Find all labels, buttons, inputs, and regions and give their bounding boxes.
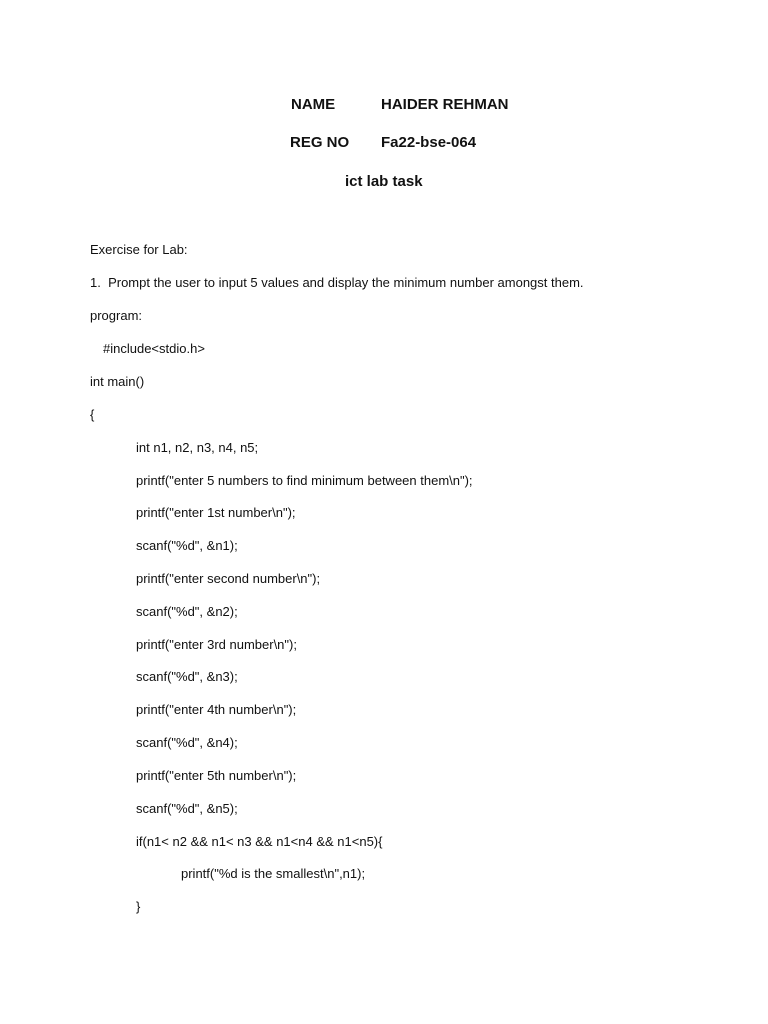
name-label: NAME [291,96,336,113]
reg-no-value: Fa22-bse-064 [381,134,477,151]
reg-no-label: REG NO [290,134,350,151]
code-line: { [90,407,95,422]
code-line: #include<stdio.h> [103,341,205,356]
code-line: } [136,899,141,914]
program-label: program: [90,308,143,323]
code-line: if(n1< n2 && n1< n3 && n1<n4 && n1<n5){ [136,834,383,849]
code-line: printf("enter 4th number\n"); [136,702,297,717]
code-line: scanf("%d", &n2); [136,604,238,619]
document-title: ict lab task [345,173,423,190]
code-line: printf("enter 5 numbers to find minimum between them\n"); [136,473,473,488]
code-line: printf("enter second number\n"); [136,571,321,586]
code-line: printf("%d is the smallest\n",n1); [181,866,366,881]
exercise-heading: Exercise for Lab: [90,242,188,257]
code-line: int n1, n2, n3, n4, n5; [136,440,259,455]
name-value: HAIDER REHMAN [381,96,509,113]
exercise-question: 1. Prompt the user to input 5 values and display the minimum number amongst them. [90,275,584,290]
code-line: scanf("%d", &n5); [136,801,238,816]
code-line: scanf("%d", &n3); [136,669,238,684]
code-line: printf("enter 5th number\n"); [136,768,297,783]
code-line: scanf("%d", &n1); [136,538,238,553]
code-line: scanf("%d", &n4); [136,735,238,750]
code-line: printf("enter 3rd number\n"); [136,637,297,652]
code-line: printf("enter 1st number\n"); [136,505,296,520]
code-line: int main() [90,374,145,389]
